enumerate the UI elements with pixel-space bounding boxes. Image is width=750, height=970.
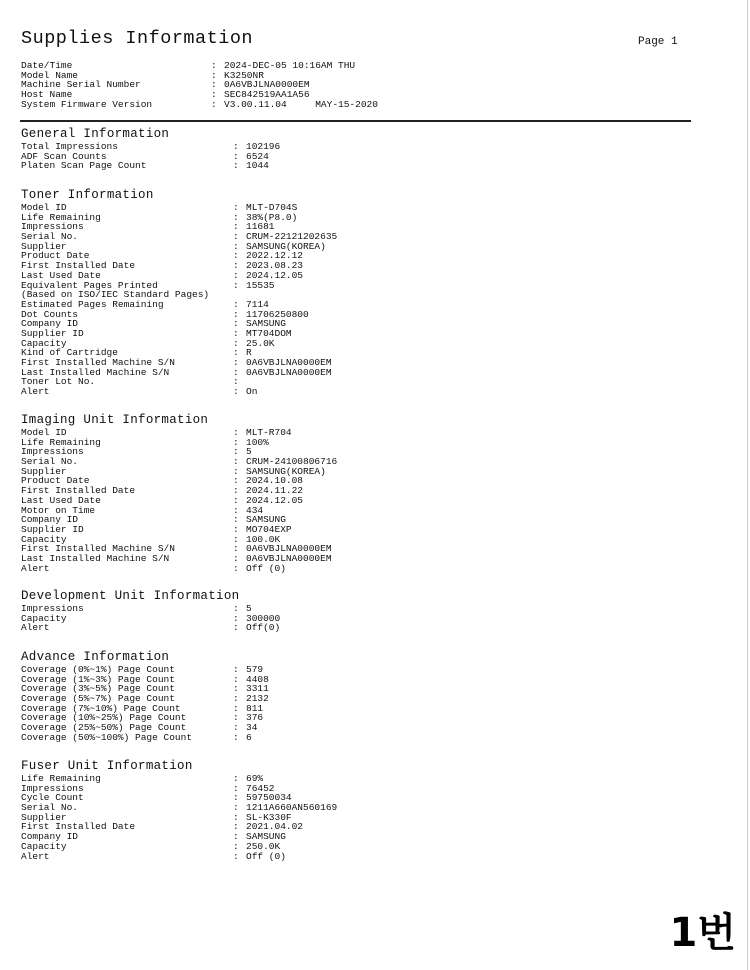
field-value: 2024.10.08	[246, 475, 304, 487]
section-title: Advance Information	[21, 650, 170, 664]
info-row: Supplier : SAMSUNG(KOREA)	[21, 240, 326, 252]
section-title: Toner Information	[21, 188, 154, 202]
field-label: Coverage (3%~5%) Page Count	[21, 683, 175, 695]
field-value: 811	[246, 702, 264, 714]
info-row: Last Used Date : 2024.12.05	[21, 269, 304, 281]
field-value: 434	[246, 504, 264, 516]
section-imaging	[21, 412, 338, 574]
info-row: Capacity : 100.0K	[21, 533, 281, 545]
info-row: Company ID : SAMSUNG	[21, 831, 286, 843]
field-label: Last Installed Machine S/N	[21, 366, 170, 378]
field-label: Last Used Date	[21, 269, 101, 281]
field-value: 376	[246, 712, 264, 724]
info-row: First Installed Machine S/N : 0A6VBJLNA0000EM	[21, 357, 332, 368]
info-row: Capacity : 250.0K	[21, 840, 281, 852]
info-row: Coverage (10%~25%) Page Count : 376	[21, 712, 264, 724]
section-fuser	[21, 758, 338, 862]
field-value: 0A6VBJLNA0000EM	[246, 366, 332, 378]
info-row: Alert : Off(0)	[21, 622, 281, 634]
info-row: Impressions : 5	[21, 603, 252, 614]
section-general	[21, 126, 281, 172]
fuser-rows	[21, 773, 338, 862]
section-development	[21, 588, 281, 634]
info-row: Motor on Time : 434	[21, 504, 264, 516]
info-row: Cycle Count : 59750034	[21, 792, 292, 804]
info-row: First Installed Machine S/N : 0A6VBJLNA0000EM	[21, 543, 332, 555]
field-label: First Installed Date	[21, 260, 136, 272]
field-label: Coverage (1%~3%) Page Count	[21, 673, 175, 685]
field-label: Total Impressions	[21, 141, 118, 152]
info-row: First Installed Date : 2021.04.02	[21, 821, 304, 833]
info-row: Coverage (7%~10%) Page Count : 811	[21, 702, 264, 714]
field-label: Impressions	[21, 221, 84, 233]
info-row: Company ID : SAMSUNG	[21, 318, 286, 330]
info-row: Coverage (25%~50%) Page Count : 34	[21, 722, 258, 734]
info-row: Life Remaining : 38%(P8.0)	[21, 211, 298, 223]
info-row: Coverage (0%~1%) Page Count : 579	[21, 664, 264, 675]
development-rows	[21, 603, 281, 634]
field-value: 0A6VBJLNA0000EM	[246, 543, 332, 555]
info-row: Total Impressions : 102196	[21, 141, 281, 152]
field-label: Alert	[21, 562, 50, 574]
field-label: First Installed Date	[21, 821, 136, 833]
info-row: Supplier : SL-K330F	[21, 811, 292, 823]
info-row: Last Installed Machine S/N : 0A6VBJLNA0000EM	[21, 366, 332, 378]
field-label: Serial No.	[21, 802, 79, 814]
field-value: MLT-R704	[246, 427, 292, 438]
field-label: Capacity	[21, 612, 67, 624]
info-row: Impressions : 76452	[21, 782, 275, 794]
field-value: 2022.12.12	[246, 250, 304, 262]
info-row: Alert : Off (0)	[21, 562, 286, 574]
field-value: 2132	[246, 693, 269, 705]
imaging-rows	[21, 427, 338, 574]
field-label: Supplier	[21, 465, 67, 477]
info-row: Alert : On	[21, 386, 258, 398]
field-label: ADF Scan Counts	[21, 150, 107, 162]
field-label: Supplier ID	[21, 327, 84, 339]
field-label: Coverage (10%~25%) Page Count	[21, 712, 187, 724]
info-row: Life Remaining : 69%	[21, 773, 264, 784]
field-value: 100.0K	[246, 533, 281, 545]
field-label: Impressions	[21, 446, 84, 458]
advance-rows	[21, 664, 269, 743]
info-row: Platen Scan Page Count : 1044	[21, 160, 269, 172]
field-value: SAMSUNG	[246, 514, 286, 526]
field-label: (Based on ISO/IEC Standard Pages)	[21, 289, 210, 301]
field-label: Capacity	[21, 337, 67, 349]
field-label: Impressions	[21, 603, 84, 614]
info-row: Impressions : 11681	[21, 221, 275, 233]
field-value: 1211A660AN560169	[246, 802, 338, 814]
field-value: 2024.12.05	[246, 494, 304, 506]
supplies-report-page: Supplies Information Page 1 Date/Time : 2024-DEC-05 10:16AM THU Model Name : K3250NR Machine Serial Number : 0A6VBJLNA0000EM Host Name : SEC842519AA1A56 System Firmware Version : V3.00.11.04 MAY-15-2020 General Information Total Impressions : 102196 ADF Scan Counts : 6524 Platen Scan Page Count : 1044 Toner Information Model ID : MLT-D704S Life Remaining : 38%(P8.0) Impressions : 11681 Serial No. : CRUM-22121202635 Supplier : SAMSUNG(KOREA) Product Date : 2022.12.12 First Installed Date : 2023.08.23 Last Used Date : 2024.12.05 Equivalent Pages Printed : 15535 (Based on ISO/IEC Standard Pages) Estimated Pages Remaining : 7114 Dot Counts : 11706250800 Company ID : SAMSUNG Supplier ID : MT704DOM Capacity : 25.0K Kind of Cartridge : R First Installed Machine S/N : 0A6VBJLNA0000EM Last Installed Machine S/N : 0A6VBJLNA0000EM Toner Lot No. : Alert : On Imaging Unit Information Model ID : MLT-R704 Life Remaining : 100% Impressions : 5 Serial No. : CRUM-24100806716 Supplier : SAMSUNG(KOREA) Product Date : 2024.10.08 First Installed Date : 2024.11.22 Last Used Date : 2024.12.05 Motor on Time : 434 Company ID : SAMSUNG Supplier ID : MO704EXP Capacity : 100.0K First Installed Machine S/N : 0A6VBJLNA0000EM Last Installed Machine S/N : 0A6VBJLNA0000EM Alert : Off (0) Development Unit Information Impressions : 5 Capacity : 300000 Alert : Off(0) Advance Information Coverage (0%~1%) Page Count : 579 Coverage (1%~3%) Page Count : 4408 Coverage (3%~5%) Page Count : 3311 Coverage (5%~7%) Page Count : 2132 Coverage (7%~10%) Page Count : 811 Coverage (10%~25%) Page Count : 376 Coverage (25%~50%) Page Count : 34 Coverage (50%~100%) Page Count : 6 Fuser Unit Information Life Remaining : 69% Impressions : 76452 Cycle Count : 59750034 Serial No. : 1211A660AN560169 Supplier : SL-K330F First Installed Date : 2021.04.02 Company ID : SAMSUNG Capacity : 250.0K Alert : Off (0) 1번	[0, 0, 750, 970]
field-label: Capacity	[21, 840, 67, 852]
header-divider	[20, 120, 691, 122]
field-value: SAMSUNG	[246, 831, 286, 843]
field-value: 100%	[246, 436, 269, 448]
info-row: Life Remaining : 100%	[21, 436, 269, 448]
field-value: 38%(P8.0)	[246, 211, 298, 223]
field-value: 25.0K	[246, 337, 275, 349]
info-row: Coverage (1%~3%) Page Count : 4408	[21, 673, 269, 685]
info-row: Supplier ID : MT704DOM	[21, 327, 292, 339]
field-value: SAMSUNG(KOREA)	[246, 465, 326, 477]
info-row: Product Date : 2024.10.08	[21, 475, 304, 487]
info-row: First Installed Date : 2023.08.23	[21, 260, 304, 272]
field-value: 5	[246, 603, 252, 614]
info-row: Company ID : SAMSUNG	[21, 514, 286, 526]
field-value: MT704DOM	[246, 327, 292, 339]
field-label: Equivalent Pages Printed	[21, 279, 158, 291]
field-label: First Installed Machine S/N	[21, 357, 175, 368]
field-label: Supplier	[21, 240, 67, 252]
field-label: Model ID	[21, 427, 67, 438]
field-label: Coverage (0%~1%) Page Count	[21, 664, 175, 675]
field-label: Serial No.	[21, 231, 79, 243]
info-row: Serial No. : CRUM-22121202635	[21, 231, 338, 243]
field-value: 69%	[246, 773, 264, 784]
field-value: 1044	[246, 160, 269, 172]
field-label: Product Date	[21, 475, 90, 487]
field-value: 102196	[246, 141, 281, 152]
field-label: Company ID	[21, 831, 79, 843]
field-label: Alert	[21, 850, 50, 862]
field-value: 0A6VBJLNA0000EM	[246, 357, 332, 368]
field-value: 3311	[246, 683, 269, 695]
info-row: Supplier ID : MO704EXP	[21, 523, 292, 535]
field-value: 11706250800	[246, 308, 309, 320]
info-row: Coverage (5%~7%) Page Count : 2132	[21, 693, 269, 705]
field-label: Supplier	[21, 811, 67, 823]
field-label: Alert	[21, 622, 50, 634]
field-value: 2024.12.05	[246, 269, 304, 281]
field-value: 5	[246, 446, 252, 458]
field-value: 11681	[246, 221, 275, 233]
field-label: First Installed Date	[21, 485, 136, 497]
field-label: Impressions	[21, 782, 84, 794]
field-value: SAMSUNG	[246, 318, 286, 330]
field-label: Platen Scan Page Count	[21, 160, 147, 172]
section-title: Imaging Unit Information	[21, 413, 209, 427]
info-row: Coverage (3%~5%) Page Count : 3311	[21, 683, 269, 695]
info-row: Serial No. : CRUM-24100806716	[21, 456, 338, 468]
field-label: Last Used Date	[21, 494, 101, 506]
field-value: 2023.08.23	[246, 260, 304, 272]
field-label: Cycle Count	[21, 792, 84, 804]
field-value: 59750034	[246, 792, 292, 804]
field-value: Off (0)	[246, 562, 286, 574]
field-label: Company ID	[21, 514, 79, 526]
field-label: Coverage (7%~10%) Page Count	[21, 702, 181, 714]
field-value: 0A6VBJLNA0000EM	[246, 552, 332, 564]
field-label: First Installed Machine S/N	[21, 543, 175, 555]
info-row: Equivalent Pages Printed : 15535	[21, 279, 275, 291]
info-row: Alert : Off (0)	[21, 850, 286, 862]
field-label: Last Installed Machine S/N	[21, 552, 170, 564]
info-row: Impressions : 5	[21, 446, 252, 458]
field-label: Company ID	[21, 318, 79, 330]
handwritten-number-label: 1번	[669, 910, 736, 956]
field-value: 6	[246, 731, 252, 743]
info-row: Coverage (50%~100%) Page Count : 6	[21, 731, 252, 743]
field-value: R	[246, 347, 252, 359]
field-value: On	[246, 386, 258, 398]
field-value: 4408	[246, 673, 269, 685]
info-row: Estimated Pages Remaining : 7114	[21, 298, 269, 310]
field-value: 2021.04.02	[246, 821, 304, 833]
field-label: Coverage (5%~7%) Page Count	[21, 693, 175, 705]
scan-edge-line	[747, 0, 748, 970]
field-label: Supplier ID	[21, 523, 84, 535]
info-row: First Installed Date : 2024.11.22	[21, 485, 304, 497]
field-label: Life Remaining	[21, 773, 101, 784]
field-value: 76452	[246, 782, 275, 794]
info-row: Model ID : MLT-R704	[21, 427, 292, 438]
section-advance	[21, 649, 269, 743]
info-row: Dot Counts : 11706250800	[21, 308, 309, 320]
field-value: 250.0K	[246, 840, 281, 852]
field-value: 34	[246, 722, 258, 734]
info-row: Model ID : MLT-D704S	[21, 202, 298, 213]
section-title: Fuser Unit Information	[21, 759, 193, 773]
field-label: Coverage (50%~100%) Page Count	[21, 731, 193, 743]
field-label: Life Remaining	[21, 211, 101, 223]
field-value: SAMSUNG(KOREA)	[246, 240, 326, 252]
field-label: Serial No.	[21, 456, 79, 468]
field-value: 2024.11.22	[246, 485, 304, 497]
field-value: 6524	[246, 150, 269, 162]
info-row: Product Date : 2022.12.12	[21, 250, 304, 262]
toner-rows	[21, 202, 338, 398]
field-value: SL-K330F	[246, 811, 292, 823]
field-label: Kind of Cartridge	[21, 347, 118, 359]
field-label: Product Date	[21, 250, 90, 262]
info-row: Capacity : 25.0K	[21, 337, 275, 349]
field-value: 579	[246, 664, 264, 675]
section-title: Development Unit Information	[21, 589, 240, 603]
field-value: MO704EXP	[246, 523, 292, 535]
field-value: MLT-D704S	[246, 202, 298, 213]
field-value: Off (0)	[246, 850, 286, 862]
field-label: Capacity	[21, 533, 67, 545]
info-row: ADF Scan Counts : 6524	[21, 150, 269, 162]
field-label: Model ID	[21, 202, 67, 213]
field-label: Coverage (25%~50%) Page Count	[21, 722, 187, 734]
field-value: 15535	[246, 279, 275, 291]
section-title: General Information	[21, 127, 170, 141]
field-value: 300000	[246, 612, 281, 624]
field-label: Dot Counts	[21, 308, 79, 320]
info-row: Capacity : 300000	[21, 612, 281, 624]
field-value: CRUM-22121202635	[246, 231, 338, 243]
field-value: 7114	[246, 298, 269, 310]
page-number: Page 1	[638, 36, 678, 48]
field-label: Estimated Pages Remaining	[21, 298, 164, 310]
field-label: Life Remaining	[21, 436, 101, 448]
field-value: Off(0)	[246, 622, 281, 634]
field-label: Alert	[21, 386, 50, 398]
info-row: Kind of Cartridge : R	[21, 347, 252, 359]
section-toner	[21, 187, 338, 398]
report-title: Supplies Information	[21, 28, 254, 49]
info-row: Last Installed Machine S/N : 0A6VBJLNA0000EM	[21, 552, 332, 564]
field-label: Toner Lot No.	[21, 376, 96, 388]
field-value: CRUM-24100806716	[246, 456, 338, 468]
info-row: Last Used Date : 2024.12.05	[21, 494, 304, 506]
info-row: Supplier : SAMSUNG(KOREA)	[21, 465, 326, 477]
info-row: Toner Lot No. :	[21, 376, 239, 388]
info-row: Serial No. : 1211A660AN560169	[21, 802, 338, 814]
field-label: Motor on Time	[21, 504, 96, 516]
general-rows	[21, 141, 281, 172]
